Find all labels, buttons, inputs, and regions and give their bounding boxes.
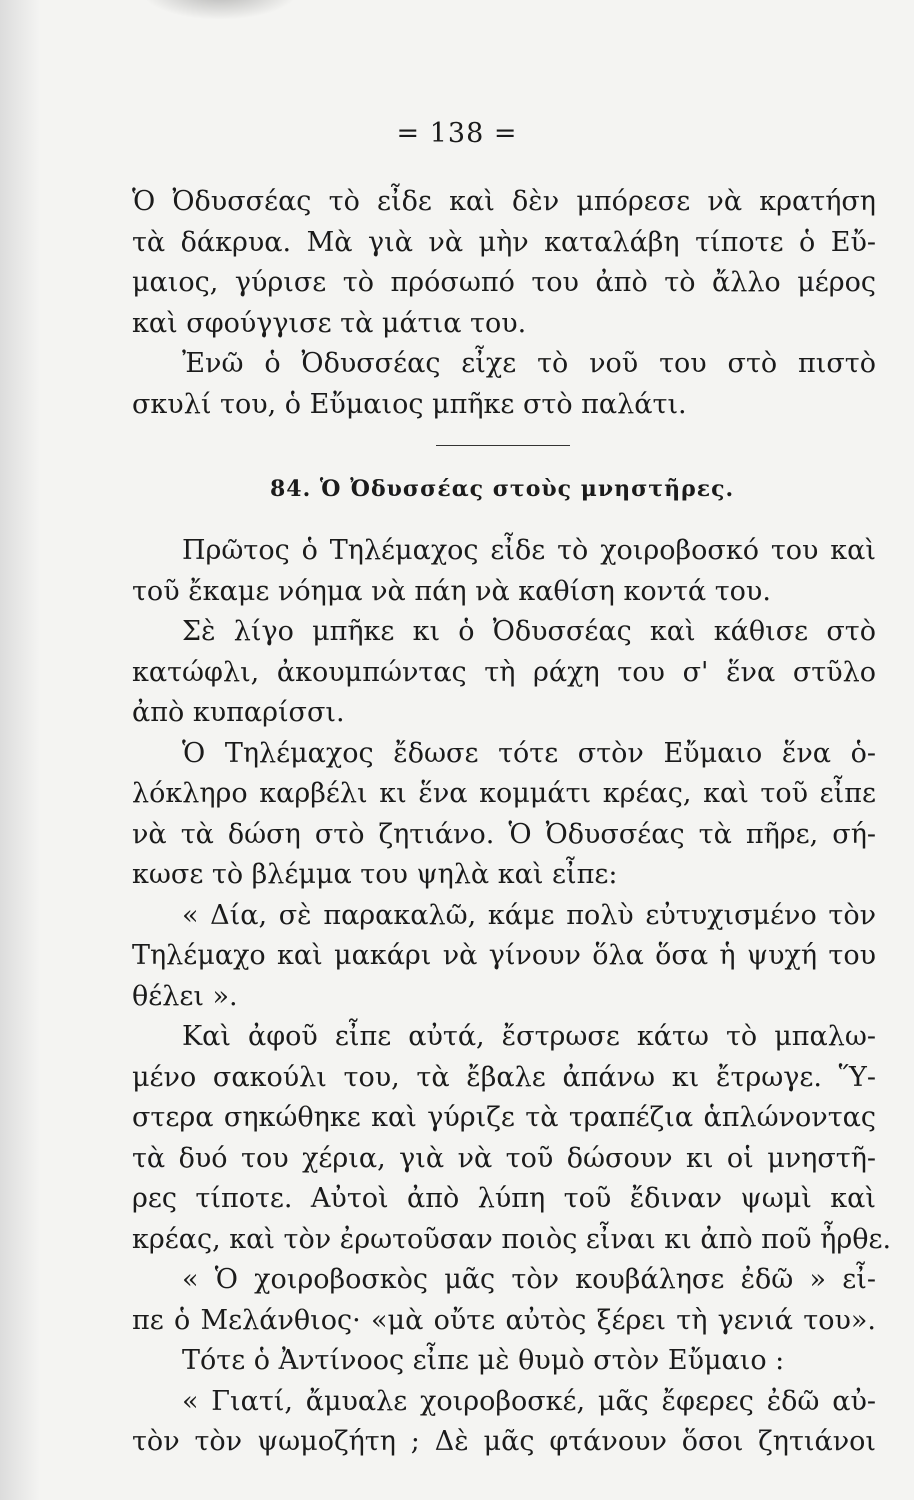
section-heading: 84. Ὁ Ὀδυσσέας στοὺς μνηστῆρες.: [270, 476, 735, 502]
text-line: τοῦ ἔκαμε νόημα νὰ πάη νὰ καθίση κοντά του.: [132, 575, 771, 607]
text-line: σκυλί του, ὁ Εὔμαιος μπῆκε στὸ παλάτι.: [132, 388, 687, 420]
page-number: = 138 =: [396, 118, 518, 149]
text-line: ρες τίποτε. Αὐτοὶ ἀπὸ λύπη τοῦ ἔδιναν ψωμὶ καὶ: [132, 1183, 876, 1214]
text-line: πε ὁ Μελάνθιος· «μὰ οὔτε αὐτὸς ξέρει τὴ γενιά του».: [132, 1304, 876, 1336]
text-line: « Ὁ χοιροβοσκὸς μᾶς τὸν κουβάλησε ἐδῶ » εἶ-: [182, 1264, 876, 1295]
text-line: στερα σηκώθηκε καὶ γύριζε τὰ τραπέζια ἁπλώνοντας: [132, 1102, 876, 1133]
page-edge-shadow: [0, 0, 40, 1500]
text-line: « Γιατί, ἄμυαλε χοιροβοσκέ, μᾶς ἔφερες ἐδῶ αὐ-: [182, 1385, 876, 1417]
paragraph-odysseus-tears: [132, 182, 876, 425]
text-line: Ἐνῶ ὁ Ὀδυσσέας εἶχε τὸ νοῦ του στὸ πιστὸ: [182, 348, 876, 379]
text-line: Σὲ λίγο μπῆκε κι ὁ Ὀδυσσέας καὶ κάθισε στὸ: [182, 616, 876, 647]
text-line: λόκληρο καρβέλι κι ἕνα κομμάτι κρέας, καὶ τοῦ εἶπε: [132, 778, 876, 809]
text-line: τὸν τὸν ψωμοζήτη ; Δὲ μᾶς φτάνουν ὅσοι ζητιάνοι: [132, 1426, 876, 1457]
text-line: Καὶ ἀφοῦ εἶπε αὐτά, ἔστρωσε κάτω τὸ μπαλω-: [182, 1021, 876, 1052]
text-line: Τηλέμαχο καὶ μακάρι νὰ γίνουν ὅλα ὅσα ἡ ψυχή του: [132, 940, 876, 971]
paragraph-odysseus-suitors: [132, 531, 892, 1463]
text-line: Πρῶτος ὁ Τηλέμαχος εἶδε τὸ χοιροβοσκό του καὶ: [182, 535, 876, 566]
text-line: ἀπὸ κυπαρίσσι.: [132, 697, 345, 728]
stain-mark: [140, 0, 300, 20]
text-line: Τότε ὁ Ἀντίνοος εἶπε μὲ θυμὸ στὸν Εὔμαιο :: [182, 1345, 785, 1376]
text-line: τὰ δάκρυα. Μὰ γιὰ νὰ μὴν καταλάβη τίποτε ὁ Εὔ-: [132, 226, 876, 258]
text-line: Ὁ Τηλέμαχος ἔδωσε τότε στὸν Εὔμαιο ἕνα ὁ-: [182, 737, 876, 769]
text-line: κωσε τὸ βλέμμα του ψηλὰ καὶ εἶπε:: [132, 859, 618, 890]
text-line: νὰ τὰ δώση στὸ ζητιάνο. Ὁ Ὀδυσσέας τὰ πῆρε, σή-: [132, 818, 876, 850]
section-divider: [436, 445, 570, 446]
text-line: Ὁ Ὀδυσσέας τὸ εἶδε καὶ δὲν μπόρεσε νὰ κρατήση: [132, 186, 876, 217]
text-line: καὶ σφούγγισε τὰ μάτια του.: [132, 307, 527, 339]
text-line: τὰ δυό του χέρια, γιὰ νὰ τοῦ δώσουν κι οἱ μνηστῆ-: [132, 1142, 876, 1174]
text-line: μένο σακούλι του, τὰ ἔβαλε ἀπάνω κι ἔτρωγε. Ὕ-: [132, 1061, 876, 1093]
text-line: θέλει ».: [132, 980, 238, 1012]
text-line: κατώφλι, ἀκουμπώντας τὴ ράχη του σ' ἕνα στῦλο: [132, 656, 876, 688]
text-line: μαιος, γύρισε τὸ πρόσωπό του ἀπὸ τὸ ἄλλο μέρος: [132, 267, 876, 298]
text-line: κρέας, καὶ τὸν ἐρωτοῦσαν ποιὸς εἶναι κι ἀπὸ ποῦ ἦρθε.: [132, 1223, 892, 1255]
text-line: « Δία, σὲ παρακαλῶ, κάμε πολὺ εὐτυχισμένο τὸν: [182, 899, 876, 931]
